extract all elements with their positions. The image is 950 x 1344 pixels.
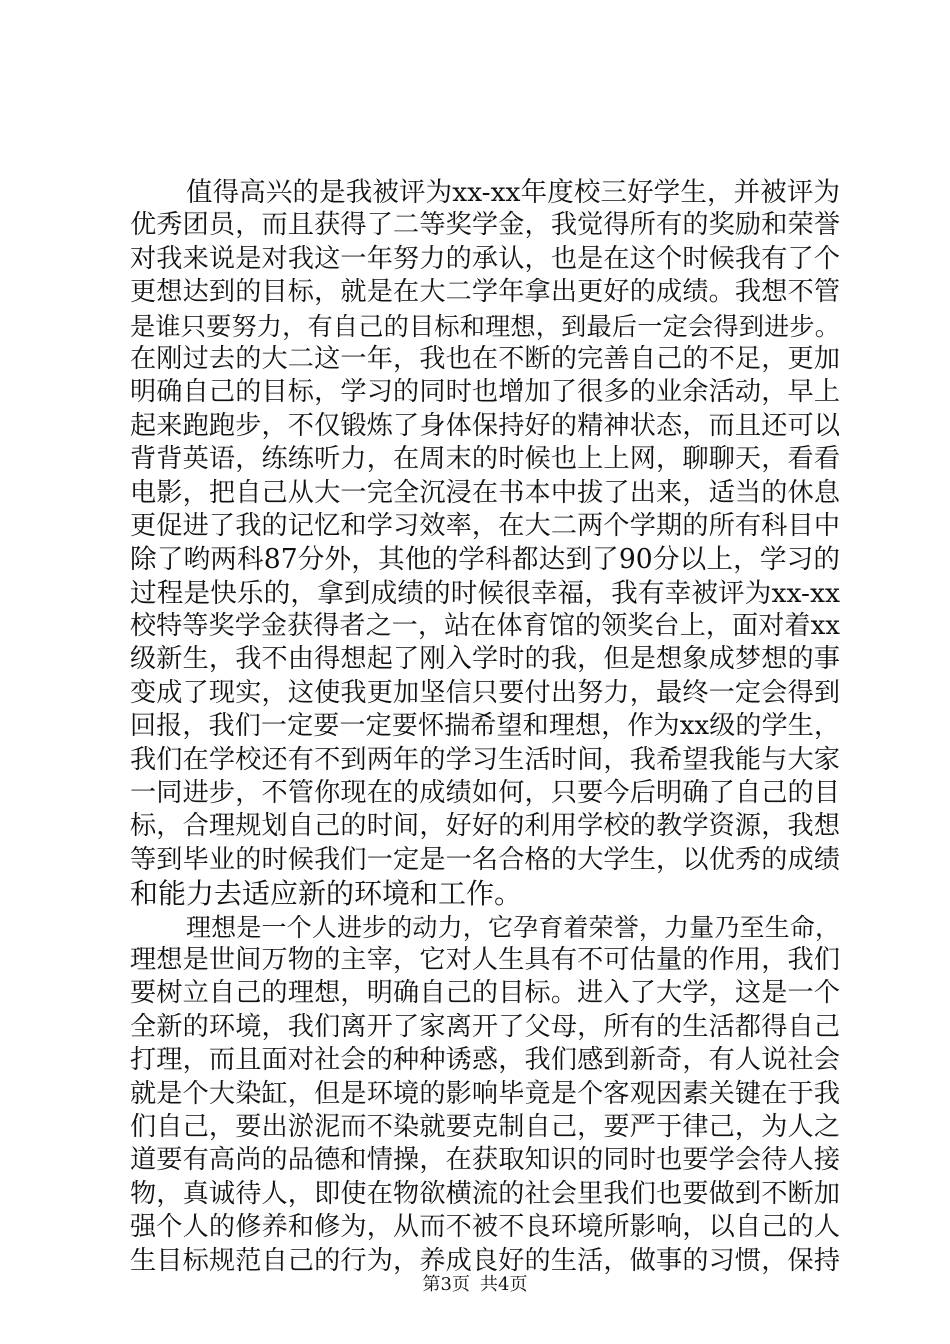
- page-footer: [0, 1273, 950, 1297]
- page-number: 第3页: [422, 1274, 470, 1295]
- text-line: 明确自己的目标，学习的同时也增加了很多的业余活动，早上: [130, 377, 840, 408]
- text-line: 对我来说是对我这一年努力的承认，也是在这个时候我有了个: [130, 243, 840, 274]
- text-line: 除了哟两科87分外，其他的学科都达到了90分以上，学习的: [130, 544, 840, 576]
- text-line: 校特等奖学金获得者之一，站在体育馆的领奖台上，面对着xx: [130, 611, 840, 642]
- text-line: 更想达到的目标，就是在大二学年拿出更好的成绩。我想不管: [130, 277, 840, 308]
- text-line: 要树立自己的理想，明确自己的目标。进入了大学，这是一个: [130, 978, 840, 1009]
- text-line: 更促进了我的记忆和学习效率，在大二两个学期的所有科目中: [130, 510, 840, 541]
- text-line: 值得高兴的是我被评为xx-xx年度校三好学生，并被评为: [186, 177, 840, 208]
- text-line: 起来跑跑步，不仅锻炼了身体保持好的精神状态，而且还可以: [130, 410, 840, 441]
- text-line: 等到毕业的时候我们一定是一名合格的大学生，以优秀的成绩: [130, 844, 840, 875]
- text-line: 标，合理规划自己的时间，好好的利用学校的教学资源，我想: [130, 811, 840, 842]
- text-line: 变成了现实，这使我更加坚信只要付出努力，最终一定会得到: [130, 677, 840, 708]
- text-line: 优秀团员，而且获得了二等奖学金，我觉得所有的奖励和荣誉: [130, 210, 840, 241]
- text-line: 背背英语，练练听力，在周末的时候也上上网，聊聊天，看看: [130, 444, 840, 475]
- text-line: 理想是世间万物的主宰，它对人生具有不可估量的作用，我们: [130, 944, 840, 975]
- text-line: 们自己，要出淤泥而不染就要克制自己，要严于律己，为人之: [130, 1111, 840, 1142]
- text-line: 是谁只要努力，有自己的目标和理想，到最后一定会得到进步。: [130, 311, 840, 341]
- text-line: 在刚过去的大二这一年，我也在不断的完善自己的不足，更加: [130, 343, 840, 374]
- text-line: 和能力去适应新的环境和工作。: [130, 877, 523, 911]
- text-line: 生目标规范自己的行为，养成良好的生活，做事的习惯，保持: [130, 1245, 840, 1276]
- text-line: 强个人的修养和修为，从而不被不良环境所影响，以自己的人: [130, 1212, 840, 1243]
- text-line: 级新生，我不由得想起了刚入学时的我，但是想象成梦想的事: [130, 644, 840, 675]
- text-line: 一同进步，不管你现在的成绩如何，只要今后明确了自己的目: [130, 778, 840, 809]
- text-line: 理想是一个人进步的动力，它孕育着荣誉，力量乃至生命，: [186, 912, 840, 942]
- text-line: 道要有高尚的品德和情操，在获取知识的同时也要学会待人接: [130, 1145, 840, 1176]
- text-line: 过程是快乐的，拿到成绩的时候很幸福，我有幸被评为xx-xx: [130, 577, 840, 609]
- text-line: 我们在学校还有不到两年的学习生活时间，我希望我能与大家: [130, 744, 840, 775]
- text-line: 全新的环境，我们离开了家离开了父母，所有的生活都得自己: [130, 1011, 840, 1042]
- body-text: [130, 176, 840, 1278]
- text-line: 就是个大染缸，但是环境的影响毕竟是个客观因素关键在于我: [130, 1078, 840, 1109]
- text-line: 打理，而且面对社会的种种诱惑，我们感到新奇，有人说社会: [130, 1045, 840, 1076]
- text-line: 回报，我们一定要一定要怀揣希望和理想，作为xx级的学生，: [130, 711, 840, 742]
- page-total: 共4页: [480, 1274, 528, 1295]
- text-line: 电影，把自己从大一完全沉浸在书本中拔了出来，适当的休息: [130, 477, 840, 508]
- text-line: 物，真诚待人，即使在物欲横流的社会里我们也要做到不断加: [130, 1178, 840, 1209]
